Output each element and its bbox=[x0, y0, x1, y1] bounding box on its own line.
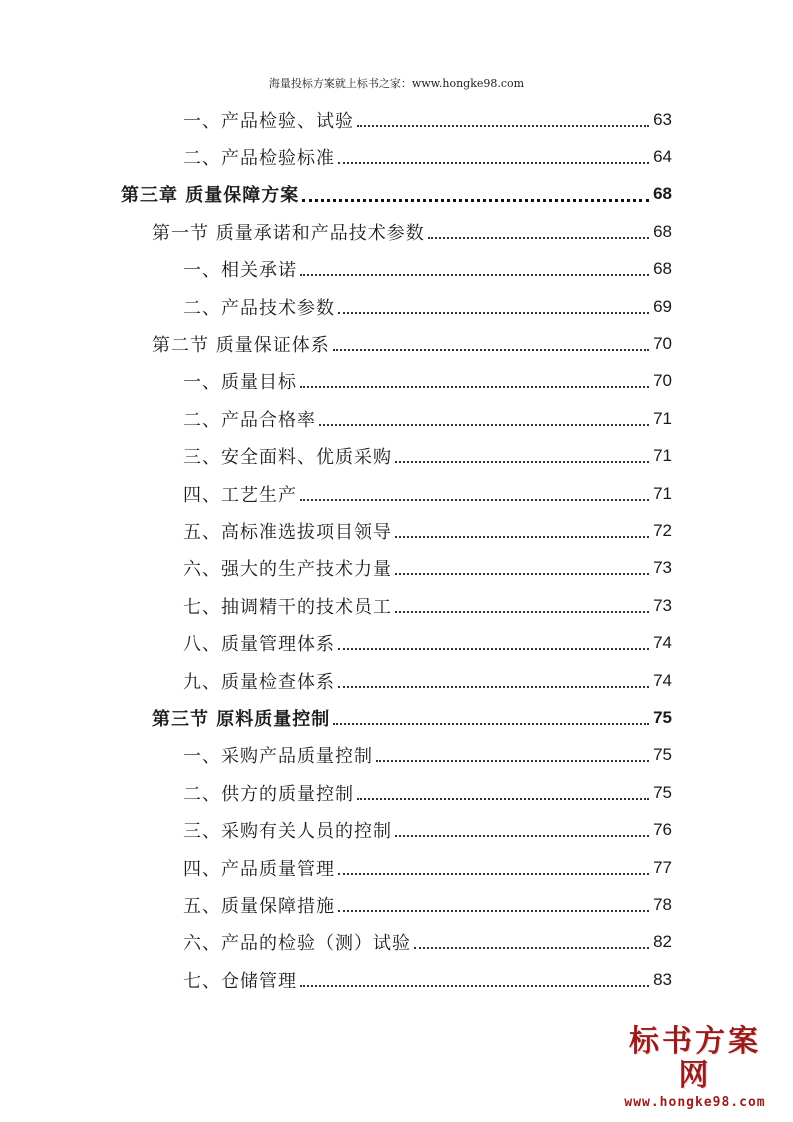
toc-entry[interactable] bbox=[0, 288, 793, 325]
toc-page-number: 75 bbox=[653, 745, 672, 765]
toc-page-number: 74 bbox=[653, 633, 672, 653]
toc-entry[interactable] bbox=[0, 662, 793, 699]
toc-dot-leader bbox=[300, 499, 649, 501]
toc-dot-leader bbox=[395, 573, 649, 575]
toc-entry[interactable] bbox=[0, 587, 793, 624]
watermark-url: www.hongke98.com bbox=[624, 1095, 766, 1110]
toc-entry[interactable] bbox=[0, 849, 793, 886]
toc-entry[interactable] bbox=[0, 624, 793, 661]
toc-entry-title: 九、质量检查体系 bbox=[183, 671, 335, 693]
toc-page-number: 64 bbox=[653, 147, 672, 167]
table-of-contents bbox=[0, 101, 793, 998]
toc-dot-leader bbox=[338, 162, 649, 164]
toc-dot-leader bbox=[395, 461, 649, 463]
toc-dot-leader bbox=[302, 199, 649, 202]
toc-dot-leader bbox=[428, 237, 649, 239]
toc-entry-title: 一、质量目标 bbox=[183, 372, 297, 394]
toc-entry[interactable] bbox=[0, 101, 793, 138]
toc-entry[interactable] bbox=[0, 325, 793, 362]
toc-entry-title: 五、质量保障措施 bbox=[183, 895, 335, 917]
toc-page-number: 76 bbox=[653, 820, 672, 840]
toc-entry-title: 八、质量管理体系 bbox=[183, 634, 335, 656]
toc-entry-title: 六、产品的检验（测）试验 bbox=[183, 933, 411, 955]
toc-entry[interactable] bbox=[0, 924, 793, 961]
toc-page-number: 77 bbox=[653, 857, 672, 877]
toc-entry-title: 第三章 质量保障方案 bbox=[121, 185, 300, 207]
toc-entry-title: 第二节 质量保证体系 bbox=[152, 335, 330, 357]
toc-dot-leader bbox=[338, 648, 649, 650]
toc-dot-leader bbox=[395, 536, 649, 538]
toc-dot-leader bbox=[395, 611, 649, 613]
toc-entry-title: 一、相关承诺 bbox=[183, 260, 297, 282]
toc-dot-leader bbox=[338, 910, 649, 912]
toc-entry[interactable] bbox=[0, 213, 793, 250]
toc-dot-leader bbox=[333, 723, 649, 725]
toc-entry-title: 二、产品技术参数 bbox=[183, 297, 335, 319]
toc-page-number: 69 bbox=[653, 296, 672, 316]
toc-entry[interactable] bbox=[0, 737, 793, 774]
toc-dot-leader bbox=[338, 312, 649, 314]
toc-entry-title: 一、产品检验、试验 bbox=[183, 110, 354, 132]
toc-page-number: 74 bbox=[653, 670, 672, 690]
toc-entry-title: 七、仓储管理 bbox=[183, 970, 297, 992]
toc-dot-leader bbox=[376, 760, 649, 762]
toc-entry[interactable] bbox=[0, 961, 793, 998]
site-watermark bbox=[615, 1025, 775, 1110]
toc-page-number: 73 bbox=[653, 595, 672, 615]
toc-dot-leader bbox=[319, 424, 649, 426]
toc-dot-leader bbox=[395, 835, 649, 837]
toc-entry[interactable] bbox=[0, 512, 793, 549]
toc-entry[interactable] bbox=[0, 251, 793, 288]
toc-dot-leader bbox=[357, 125, 649, 127]
toc-entry[interactable] bbox=[0, 438, 793, 475]
toc-page-number: 83 bbox=[653, 969, 672, 989]
toc-page-number: 82 bbox=[653, 932, 672, 952]
toc-entry-title: 五、高标准选拔项目领导 bbox=[183, 521, 392, 543]
toc-page-number: 70 bbox=[653, 371, 672, 391]
toc-page-number: 75 bbox=[653, 782, 672, 802]
toc-page-number: 68 bbox=[653, 221, 672, 241]
toc-page-number: 71 bbox=[653, 446, 672, 466]
toc-dot-leader bbox=[300, 985, 649, 987]
watermark-brand: 标书方案网 bbox=[629, 1024, 761, 1093]
toc-entry[interactable] bbox=[0, 363, 793, 400]
toc-page-number: 70 bbox=[653, 334, 672, 354]
toc-page-number: 68 bbox=[653, 184, 672, 204]
toc-dot-leader bbox=[300, 274, 649, 276]
toc-dot-leader bbox=[333, 349, 649, 351]
toc-entry-title: 四、工艺生产 bbox=[183, 484, 297, 506]
toc-entry-title: 第三节 原料质量控制 bbox=[152, 708, 331, 730]
toc-page-number: 71 bbox=[653, 483, 672, 503]
toc-entry[interactable] bbox=[0, 550, 793, 587]
toc-dot-leader bbox=[357, 798, 649, 800]
toc-page-number: 75 bbox=[653, 707, 672, 727]
toc-entry[interactable] bbox=[0, 699, 793, 736]
toc-entry-title: 三、安全面料、优质采购 bbox=[183, 447, 392, 469]
toc-dot-leader bbox=[414, 947, 649, 949]
toc-entry[interactable] bbox=[0, 400, 793, 437]
toc-entry-title: 七、抽调精干的技术员工 bbox=[183, 596, 392, 618]
toc-entry[interactable] bbox=[0, 774, 793, 811]
page-header: 海量投标方案就上标书之家：www.hongke98.com bbox=[268, 77, 525, 90]
toc-entry[interactable] bbox=[0, 475, 793, 512]
toc-entry[interactable] bbox=[0, 138, 793, 175]
toc-entry[interactable] bbox=[0, 176, 793, 213]
toc-entry-title: 一、采购产品质量控制 bbox=[183, 746, 373, 768]
toc-page-number: 63 bbox=[653, 109, 672, 129]
toc-dot-leader bbox=[300, 386, 649, 388]
toc-entry[interactable] bbox=[0, 886, 793, 923]
toc-entry-title: 六、强大的生产技术力量 bbox=[183, 559, 392, 581]
toc-entry[interactable] bbox=[0, 811, 793, 848]
toc-entry-title: 三、采购有关人员的控制 bbox=[183, 821, 392, 843]
toc-page-number: 71 bbox=[653, 408, 672, 428]
toc-dot-leader bbox=[338, 686, 649, 688]
toc-page-number: 78 bbox=[653, 894, 672, 914]
toc-page-number: 73 bbox=[653, 558, 672, 578]
toc-entry-title: 二、产品检验标准 bbox=[183, 148, 335, 170]
toc-page-number: 68 bbox=[653, 259, 672, 279]
toc-page-number: 72 bbox=[653, 520, 672, 540]
toc-entry-title: 二、产品合格率 bbox=[183, 409, 316, 431]
toc-entry-title: 第一节 质量承诺和产品技术参数 bbox=[152, 222, 425, 244]
toc-entry-title: 二、供方的质量控制 bbox=[183, 783, 354, 805]
toc-dot-leader bbox=[338, 873, 649, 875]
toc-entry-title: 四、产品质量管理 bbox=[183, 858, 335, 880]
